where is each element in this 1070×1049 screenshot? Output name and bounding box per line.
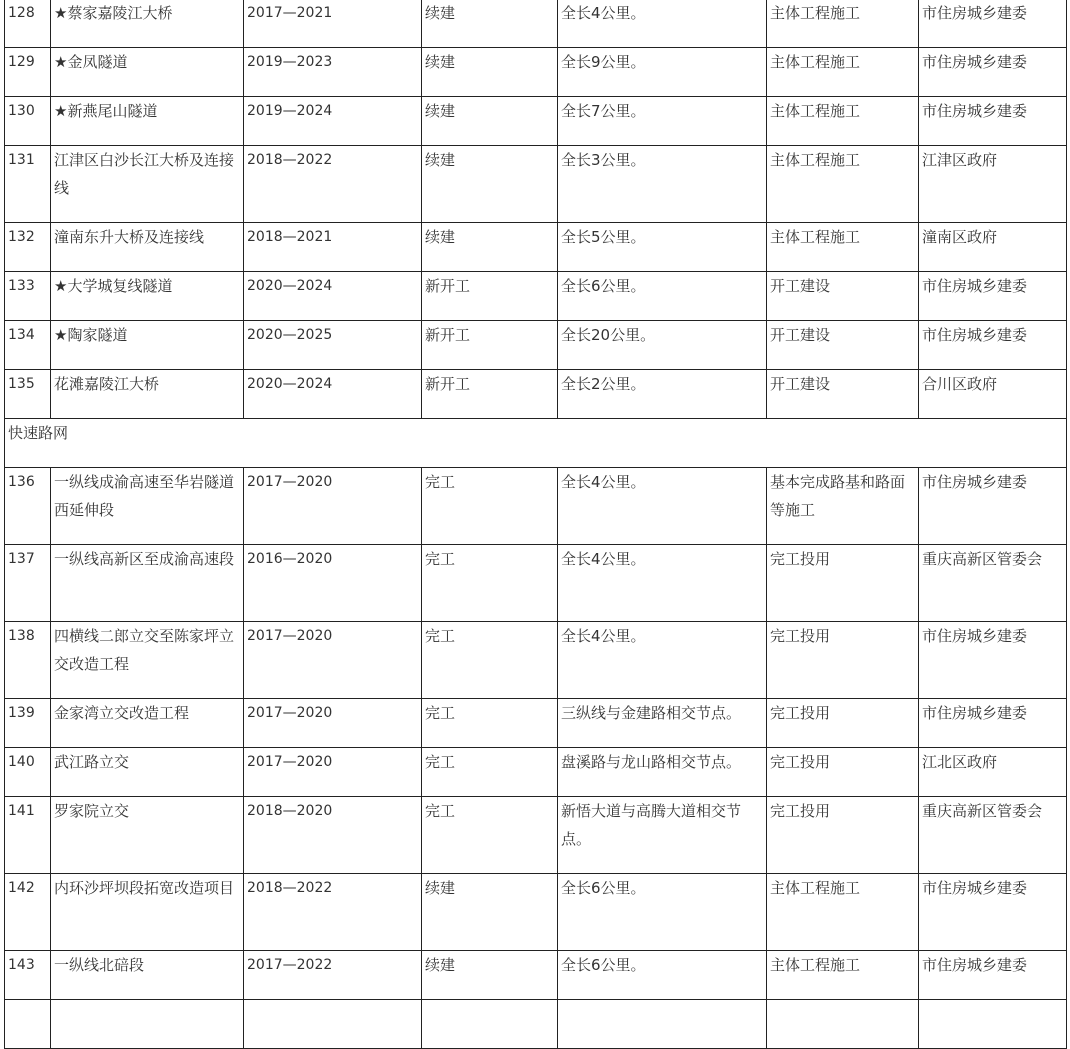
annual-target: 开工建设 [767, 370, 919, 419]
construction-period: 2017—2022 [244, 951, 422, 1000]
construction-period: 2017—2021 [244, 0, 422, 48]
table-row [5, 223, 1067, 272]
project-type: 续建 [422, 48, 558, 97]
construction-period: 2017—2020 [244, 622, 422, 699]
project-name: ★陶家隧道 [51, 321, 244, 370]
project-name: 一纵线成渝高速至华岩隧道西延伸段 [51, 468, 244, 545]
row-number: 138 [5, 622, 51, 699]
responsible-unit: 市住房城乡建委 [919, 622, 1067, 699]
row-number: 135 [5, 370, 51, 419]
construction-scale: 全长9公里。 [558, 48, 767, 97]
project-table [4, 0, 1067, 1049]
responsible-unit: 市住房城乡建委 [919, 468, 1067, 545]
construction-scale: 全长2公里。 [558, 370, 767, 419]
annual-target: 主体工程施工 [767, 0, 919, 48]
project-name: ★新燕尾山隧道 [51, 97, 244, 146]
row-number: 137 [5, 545, 51, 622]
construction-scale: 全长6公里。 [558, 874, 767, 951]
construction-scale: 新悟大道与高腾大道相交节点。 [558, 797, 767, 874]
table-row [5, 545, 1067, 622]
project-type: 续建 [422, 874, 558, 951]
responsible-unit: 市住房城乡建委 [919, 48, 1067, 97]
project-type: 完工 [422, 797, 558, 874]
responsible-unit: 江北区政府 [919, 748, 1067, 797]
responsible-unit [919, 1000, 1067, 1049]
responsible-unit: 重庆高新区管委会 [919, 797, 1067, 874]
project-name: 武江路立交 [51, 748, 244, 797]
row-number: 133 [5, 272, 51, 321]
responsible-unit: 市住房城乡建委 [919, 874, 1067, 951]
table-row [5, 48, 1067, 97]
section-title: 快速路网 [5, 419, 1067, 468]
project-type [422, 1000, 558, 1049]
construction-scale: 全长6公里。 [558, 272, 767, 321]
row-number: 128 [5, 0, 51, 48]
annual-target: 主体工程施工 [767, 48, 919, 97]
construction-period: 2020—2024 [244, 272, 422, 321]
project-type: 完工 [422, 699, 558, 748]
annual-target: 主体工程施工 [767, 97, 919, 146]
project-name: 四横线二郎立交至陈家坪立交改造工程 [51, 622, 244, 699]
annual-target: 完工投用 [767, 545, 919, 622]
row-number: 142 [5, 874, 51, 951]
row-number: 140 [5, 748, 51, 797]
responsible-unit: 市住房城乡建委 [919, 272, 1067, 321]
responsible-unit: 市住房城乡建委 [919, 97, 1067, 146]
responsible-unit: 市住房城乡建委 [919, 0, 1067, 48]
row-number: 132 [5, 223, 51, 272]
project-type: 完工 [422, 622, 558, 699]
construction-scale: 三纵线与金建路相交节点。 [558, 699, 767, 748]
construction-period: 2019—2023 [244, 48, 422, 97]
project-type: 续建 [422, 97, 558, 146]
table-row [5, 468, 1067, 545]
responsible-unit: 潼南区政府 [919, 223, 1067, 272]
row-number: 139 [5, 699, 51, 748]
project-name: 江津区白沙长江大桥及连接线 [51, 146, 244, 223]
table-row-partial [5, 1000, 1067, 1049]
project-type: 完工 [422, 545, 558, 622]
row-number: 134 [5, 321, 51, 370]
project-name: 金家湾立交改造工程 [51, 699, 244, 748]
construction-scale: 盘溪路与龙山路相交节点。 [558, 748, 767, 797]
project-name: 一纵线北碚段 [51, 951, 244, 1000]
construction-period: 2017—2020 [244, 748, 422, 797]
construction-period: 2018—2022 [244, 874, 422, 951]
construction-scale: 全长6公里。 [558, 951, 767, 1000]
row-number: 143 [5, 951, 51, 1000]
project-type: 新开工 [422, 321, 558, 370]
row-number: 136 [5, 468, 51, 545]
annual-target: 主体工程施工 [767, 146, 919, 223]
annual-target: 主体工程施工 [767, 874, 919, 951]
section-row [5, 419, 1067, 468]
responsible-unit: 重庆高新区管委会 [919, 545, 1067, 622]
construction-period: 2019—2024 [244, 97, 422, 146]
project-type: 完工 [422, 748, 558, 797]
annual-target: 基本完成路基和路面等施工 [767, 468, 919, 545]
construction-scale: 全长4公里。 [558, 468, 767, 545]
construction-period: 2018—2022 [244, 146, 422, 223]
project-name: 罗家院立交 [51, 797, 244, 874]
responsible-unit: 合川区政府 [919, 370, 1067, 419]
table-row [5, 874, 1067, 951]
construction-scale: 全长3公里。 [558, 146, 767, 223]
table-row [5, 146, 1067, 223]
construction-period: 2018—2021 [244, 223, 422, 272]
project-name: ★蔡家嘉陵江大桥 [51, 0, 244, 48]
project-type: 新开工 [422, 272, 558, 321]
construction-scale: 全长4公里。 [558, 0, 767, 48]
annual-target: 主体工程施工 [767, 223, 919, 272]
project-type: 续建 [422, 951, 558, 1000]
annual-target: 完工投用 [767, 699, 919, 748]
project-type: 续建 [422, 223, 558, 272]
row-number: 141 [5, 797, 51, 874]
annual-target: 开工建设 [767, 272, 919, 321]
construction-period: 2017—2020 [244, 699, 422, 748]
project-type: 续建 [422, 0, 558, 48]
table-row [5, 699, 1067, 748]
construction-scale: 全长4公里。 [558, 545, 767, 622]
row-number [5, 1000, 51, 1049]
table-row [5, 321, 1067, 370]
responsible-unit: 江津区政府 [919, 146, 1067, 223]
annual-target: 完工投用 [767, 748, 919, 797]
responsible-unit: 市住房城乡建委 [919, 951, 1067, 1000]
annual-target: 主体工程施工 [767, 951, 919, 1000]
project-name: 潼南东升大桥及连接线 [51, 223, 244, 272]
table-row [5, 0, 1067, 48]
row-number: 129 [5, 48, 51, 97]
project-name: 内环沙坪坝段拓宽改造项目 [51, 874, 244, 951]
row-number: 131 [5, 146, 51, 223]
responsible-unit: 市住房城乡建委 [919, 699, 1067, 748]
responsible-unit: 市住房城乡建委 [919, 321, 1067, 370]
table-row [5, 951, 1067, 1000]
project-type: 新开工 [422, 370, 558, 419]
construction-period: 2016—2020 [244, 545, 422, 622]
annual-target: 完工投用 [767, 622, 919, 699]
construction-period: 2020—2024 [244, 370, 422, 419]
project-name: 花滩嘉陵江大桥 [51, 370, 244, 419]
row-number: 130 [5, 97, 51, 146]
project-name: 一纵线高新区至成渝高速段 [51, 545, 244, 622]
construction-scale: 全长7公里。 [558, 97, 767, 146]
construction-period: 2017—2020 [244, 468, 422, 545]
construction-period: 2018—2020 [244, 797, 422, 874]
table-row [5, 370, 1067, 419]
construction-scale [558, 1000, 767, 1049]
table-row [5, 748, 1067, 797]
construction-scale: 全长5公里。 [558, 223, 767, 272]
annual-target [767, 1000, 919, 1049]
construction-period [244, 1000, 422, 1049]
table-row [5, 797, 1067, 874]
construction-period: 2020—2025 [244, 321, 422, 370]
table-row [5, 272, 1067, 321]
project-name: ★金凤隧道 [51, 48, 244, 97]
project-name [51, 1000, 244, 1049]
project-type: 续建 [422, 146, 558, 223]
construction-scale: 全长20公里。 [558, 321, 767, 370]
project-type: 完工 [422, 468, 558, 545]
annual-target: 完工投用 [767, 797, 919, 874]
table-row [5, 622, 1067, 699]
table-row [5, 97, 1067, 146]
construction-scale: 全长4公里。 [558, 622, 767, 699]
annual-target: 开工建设 [767, 321, 919, 370]
project-name: ★大学城复线隧道 [51, 272, 244, 321]
